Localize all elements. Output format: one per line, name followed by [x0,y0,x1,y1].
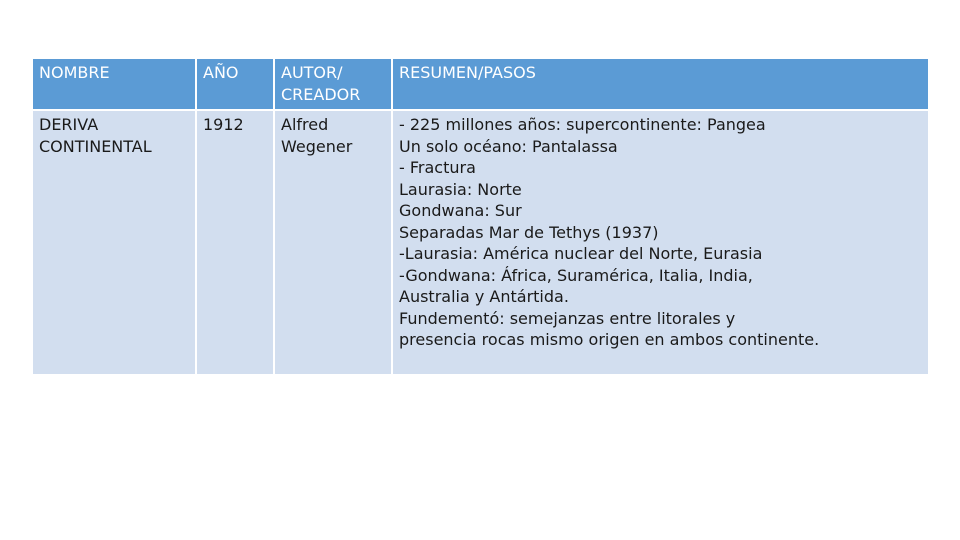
cell-autor [274,110,392,375]
resumen-line: Australia y Antártida. [399,287,569,306]
header-autor [274,58,392,110]
resumen-line: - 225 millones años: supercontinente: Pangea [399,115,766,134]
cell-anio [196,110,274,375]
nombre-line2: CONTINENTAL [39,136,152,156]
theory-table [31,57,930,376]
nombre-line1: DERIVA [39,115,99,134]
header-anio [196,58,274,110]
resumen-line: Fundementó: semejanzas entre litorales y [399,308,736,328]
header-resumen [392,58,929,110]
resumen-line: presencia rocas mismo origen en ambos continente. [399,330,820,349]
resumen-line: Un solo océano: Pantalassa [399,136,618,156]
anio-value: 1912 [203,115,244,134]
header-resumen-label: RESUMEN/PASOS [399,63,536,82]
header-anio-label: AÑO [203,63,239,82]
autor-line1: Alfred [281,115,329,134]
resumen-line: -Gondwana: África, Suramérica, Italia, India, [399,265,753,285]
header-nombre [32,58,196,110]
resumen-line: - Fractura [399,158,476,177]
header-row [32,58,929,110]
autor-line2: Wegener [281,136,353,156]
cell-nombre [32,110,196,375]
resumen-line: -Laurasia: América nuclear del Norte, Eurasia [399,244,763,263]
resumen-line: Gondwana: Sur [399,201,522,220]
header-autor-line2: CREADOR [281,84,361,104]
header-nombre-label: NOMBRE [39,63,110,82]
resumen-line: Laurasia: Norte [399,179,522,199]
header-autor-line1: AUTOR/ [281,63,343,82]
table-row [32,110,929,375]
resumen-line: Separadas Mar de Tethys (1937) [399,222,659,242]
cell-resumen [392,110,929,375]
